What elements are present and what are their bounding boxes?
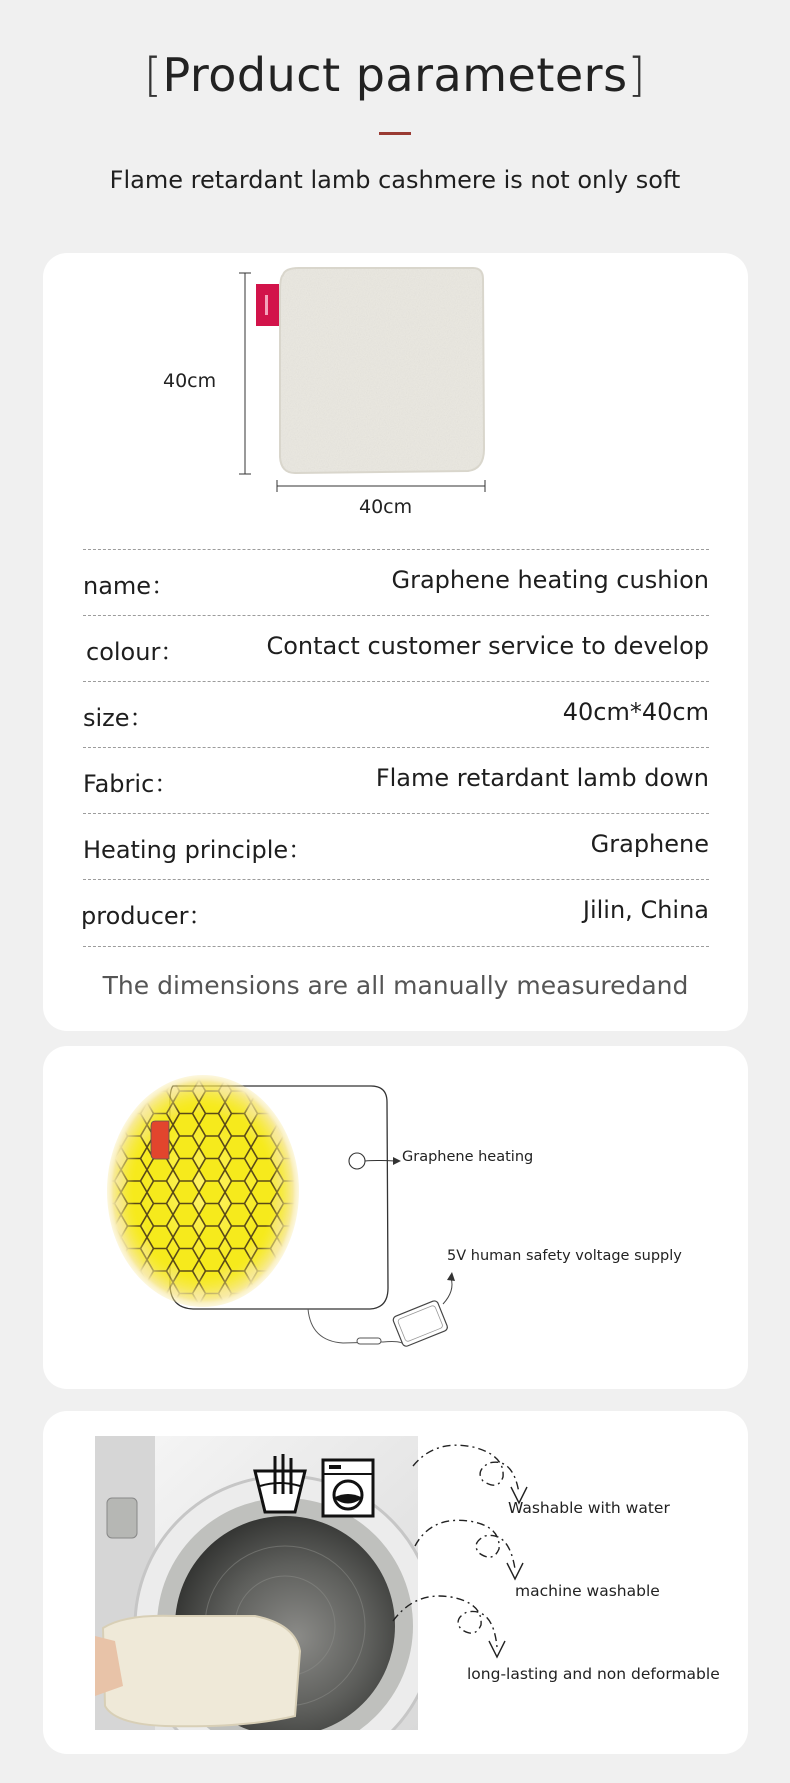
page-title xyxy=(0,48,790,102)
width-label: 40cm xyxy=(359,496,413,518)
cushion-body xyxy=(280,268,484,473)
param-row-producer xyxy=(83,879,709,947)
title-accent-line xyxy=(379,132,411,135)
voltage-supply-label: 5V human safety voltage supply xyxy=(447,1248,682,1264)
heating-diagram-card xyxy=(43,1046,748,1389)
param-value: Graphene heating cushion xyxy=(391,566,709,594)
machine-washable-label: machine washable xyxy=(515,1582,660,1600)
cushion-photo xyxy=(43,253,748,533)
param-label: producer： xyxy=(81,902,213,930)
washable-with-water-label: Washable with water xyxy=(508,1499,670,1517)
param-value: Graphene xyxy=(590,830,709,858)
parameters-card xyxy=(43,253,748,1031)
diagram-tag xyxy=(151,1121,169,1159)
product-figure xyxy=(43,253,748,533)
heating-diagram xyxy=(43,1046,748,1389)
washing-card xyxy=(43,1411,748,1754)
param-label: Fabric： xyxy=(83,770,179,798)
param-value: Flame retardant lamb down xyxy=(375,764,709,792)
page-header xyxy=(0,0,790,250)
param-label: size： xyxy=(83,704,154,732)
param-row-name xyxy=(83,549,709,616)
param-row-fabric xyxy=(83,747,709,814)
param-value: 40cm*40cm xyxy=(562,698,709,726)
graphene-heating-label: Graphene heating xyxy=(402,1149,534,1165)
title-open-bracket: [ xyxy=(144,48,163,102)
param-row-size xyxy=(83,681,709,748)
param-label: Heating principle： xyxy=(83,836,313,864)
title-text: Product parameters xyxy=(162,48,628,102)
measurement-note: The dimensions are all manually measuredand xyxy=(102,971,689,1000)
param-value: Jilin, China xyxy=(582,896,709,924)
title-close-bracket: ] xyxy=(627,48,646,102)
param-value: Contact customer service to develop xyxy=(266,632,709,660)
height-label: 40cm xyxy=(163,370,217,392)
param-row-heating-principle xyxy=(83,813,709,880)
page-subtitle: Flame retardant lamb cashmere is not only soft xyxy=(109,166,681,194)
param-row-colour xyxy=(83,615,709,682)
long-lasting-label: long-lasting and non deformable xyxy=(467,1665,720,1683)
param-label: colour： xyxy=(86,638,185,666)
graphene-honeycomb xyxy=(103,1076,303,1316)
param-label: name： xyxy=(83,572,176,600)
